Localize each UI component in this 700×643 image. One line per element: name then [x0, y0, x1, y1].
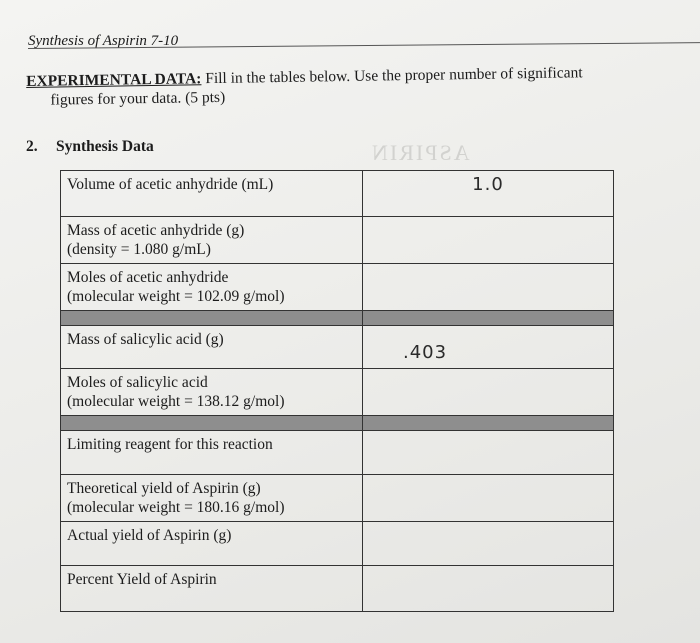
page-header-title: Synthesis of Aspirin 7-10 [28, 33, 179, 49]
row-label: Moles of acetic anhydride (molecular weight = 102.09 g/mol) [61, 264, 363, 311]
value-cell[interactable]: .403 [363, 326, 614, 369]
section-number: 2. [26, 138, 38, 155]
value-cell[interactable] [363, 475, 614, 522]
instructions-text-1: Fill in the tables below. Use the proper number of significant [201, 64, 583, 88]
table-row [61, 566, 614, 612]
row-label: Mass of acetic anhydride (g) (density = 1.080 g/mL) [61, 217, 363, 264]
section-title: Synthesis Data [56, 138, 154, 155]
table-row [61, 326, 614, 369]
value-cell[interactable] [363, 217, 614, 264]
row-label: Volume of acetic anhydride (mL) [61, 171, 363, 217]
table-row [61, 369, 614, 416]
section-heading [26, 138, 154, 156]
row-label: Percent Yield of Aspirin [61, 566, 363, 612]
instructions [26, 62, 687, 110]
value-cell[interactable] [363, 431, 614, 475]
bleed-through-text: ASPIRIN [370, 140, 470, 165]
value-cell[interactable]: 1.0 [363, 171, 614, 217]
table-row [61, 522, 614, 566]
row-label: Limiting reagent for this reaction [61, 431, 363, 475]
row-label: Theoretical yield of Aspirin (g) (molecular weight = 180.16 g/mol) [61, 475, 363, 522]
instructions-line-2: figures for your data. (5 pts) [50, 88, 226, 109]
experimental-data-label: EXPERIMENTAL DATA: [26, 70, 202, 90]
row-label: Mass of salicylic acid (g) [61, 326, 363, 369]
value-cell[interactable] [363, 522, 614, 566]
separator-row [61, 416, 614, 431]
table-row [61, 475, 614, 522]
value-cell[interactable] [363, 369, 614, 416]
row-label: Moles of salicylic acid (molecular weight = 138.12 g/mol) [61, 369, 363, 416]
table-row [61, 217, 614, 264]
synthesis-data-table [60, 170, 614, 612]
table-row [61, 431, 614, 475]
table-row [61, 264, 614, 311]
separator-row [61, 311, 614, 326]
row-label: Actual yield of Aspirin (g) [61, 522, 363, 566]
table-row [61, 171, 614, 217]
value-cell[interactable] [363, 264, 614, 311]
value-cell[interactable] [363, 566, 614, 612]
